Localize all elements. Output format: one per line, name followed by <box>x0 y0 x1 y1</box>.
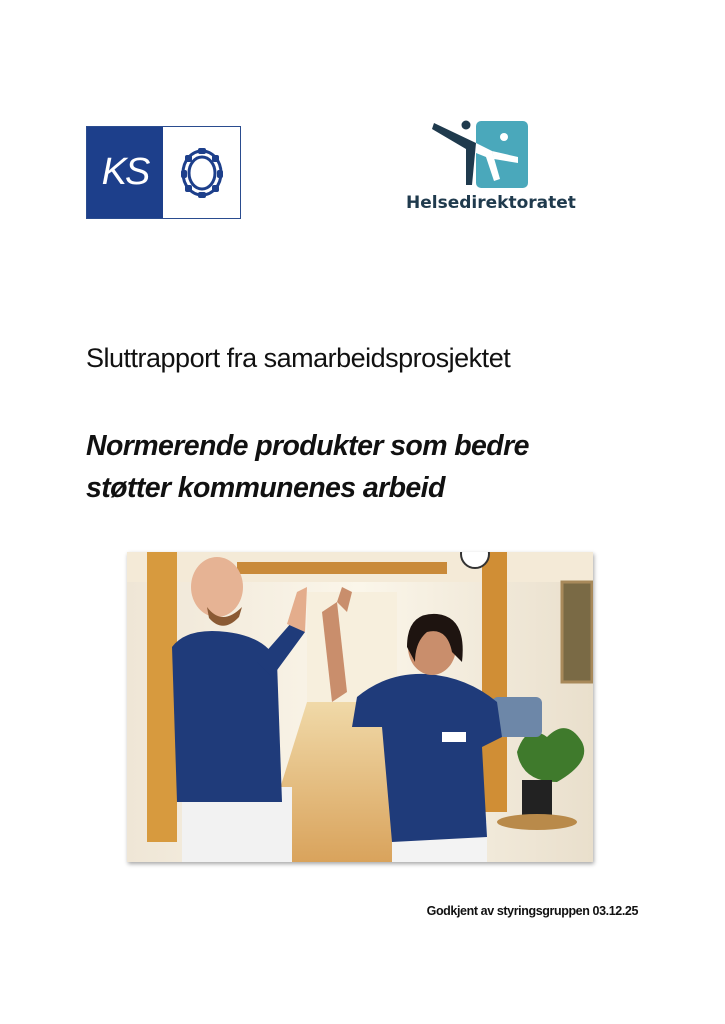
document-subtitle: Sluttrapport fra samarbeidsprosjektet <box>86 343 511 373</box>
approval-note: Godkjent av styringsgruppen 03.12.25 <box>426 904 638 918</box>
title-line-1: Normerende produkter som bedre <box>86 430 529 462</box>
helsedirektoratet-logo-text: Helsedirektoratet <box>406 193 576 213</box>
ks-logo <box>86 126 241 219</box>
cover-photo <box>127 552 593 862</box>
title-line-2: støtter kommunenes arbeid <box>86 472 445 504</box>
helsedirektoratet-logo-icon <box>432 117 530 191</box>
chain-ring-icon <box>163 127 240 218</box>
ks-logo-text: KS <box>87 127 163 218</box>
document-title <box>86 425 646 509</box>
